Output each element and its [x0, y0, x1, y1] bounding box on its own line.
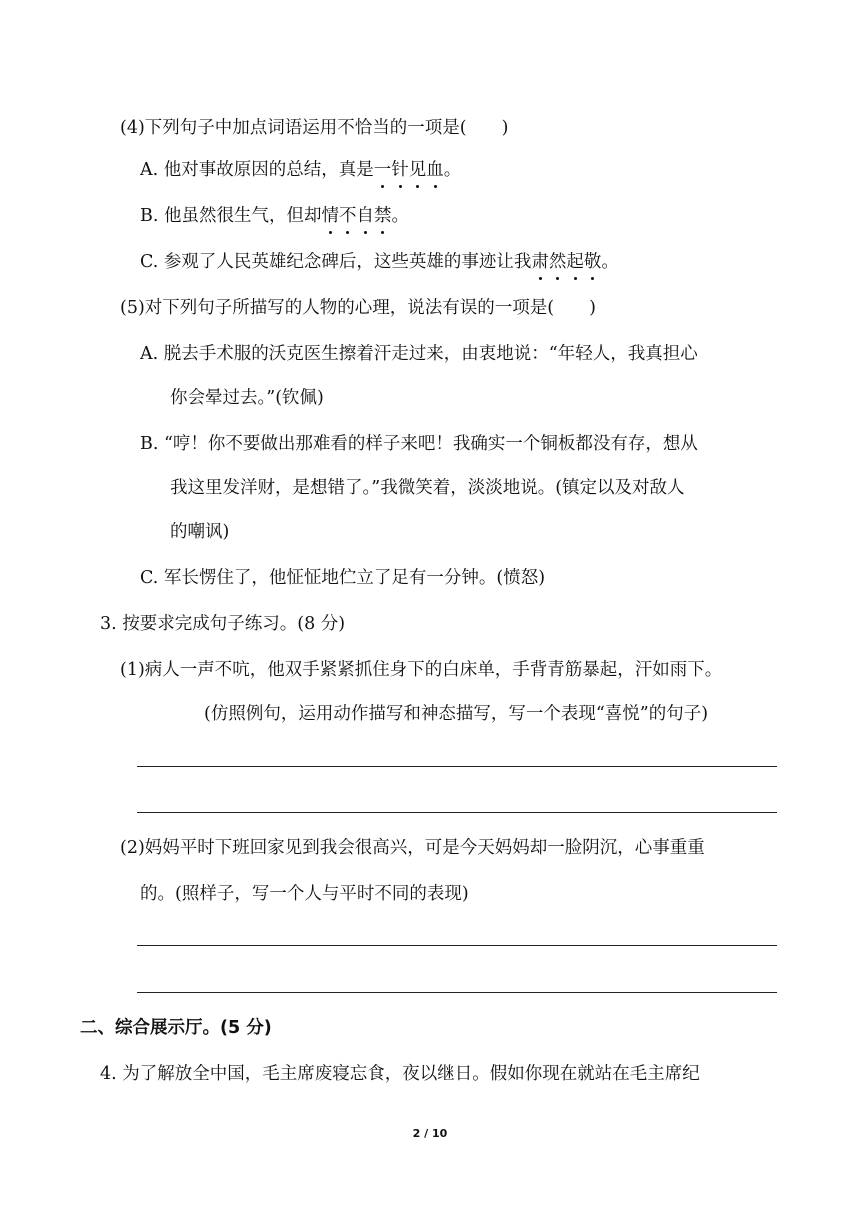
dotted-char: 然 [548, 252, 567, 272]
q4-option-b-end: 。 [391, 206, 409, 226]
q5-option-c: C. 军长愣住了，他怔怔地伫立了足有一分钟。(愤怒) [140, 568, 546, 588]
q5-option-a-line2: 你会晕过去。”(钦佩) [170, 388, 324, 408]
dotted-char: 不 [339, 206, 357, 226]
q3-part2-line2: 的。(照样子，写一个人与平时不同的表现) [140, 884, 469, 904]
section-2-title: 二、综合展示厅。(5 分) [80, 1018, 272, 1038]
q4-option-a-end: 。 [443, 160, 462, 180]
dotted-char: 针 [391, 160, 409, 180]
dotted-char: 起 [566, 252, 584, 272]
page-number: 2 / 10 [412, 1127, 448, 1140]
q3-title: 3. 按要求完成句子练习。(8 分) [100, 614, 346, 634]
dotted-char: 血 [426, 160, 444, 180]
q4-option-a-text: A. 他对事故原因的总结，真是 [140, 160, 374, 180]
q3-part1-example: (1)病人一声不吭，他双手紧紧抓住身下的白床单，手背青筋暴起，汗如雨下。 [120, 660, 723, 680]
q3-part2-line1: (2)妈妈平时下班回家见到我会很高兴，可是今天妈妈却一脸阴沉，心事重重 [120, 838, 705, 858]
q3-part1-instruction: (仿照例句，运用动作描写和神态描写，写一个表现“喜悦”的句子) [204, 704, 709, 724]
q4-option-a-dotted [374, 160, 444, 180]
q4-option-c-end: 。 [601, 252, 619, 272]
q5-option-b-line1: B. “哼！你不要做出那难看的样子来吧！我确实一个铜板都没有存，想从 [140, 434, 698, 454]
q4-integrated-text: 4. 为了解放全中国，毛主席废寝忘食，夜以继日。假如你现在就站在毛主席纪 [100, 1064, 700, 1084]
dotted-char: 自 [356, 206, 374, 226]
q4-option-b [140, 204, 409, 228]
dotted-char: 禁 [374, 206, 392, 226]
q4-stem: (4)下列句子中加点词语运用不恰当的一项是( ) [120, 118, 509, 138]
dotted-char: 肃 [531, 252, 549, 272]
q5-option-a-line1: A. 脱去手术服的沃克医生擦着汗走过来，由衷地说：“年轻人，我真担心 [140, 344, 698, 364]
answer-line[interactable] [137, 766, 777, 767]
q4-option-a [140, 158, 461, 182]
answer-line[interactable] [137, 812, 777, 813]
dotted-char: 见 [408, 160, 427, 180]
dotted-char: 敬 [583, 252, 602, 272]
dotted-char: 情 [321, 206, 339, 226]
q5-option-b-line2: 我这里发洋财，是想错了。”我微笑着，淡淡地说。(镇定以及对敌人 [170, 478, 685, 498]
q5-option-b-line3: 的嘲讽) [170, 522, 230, 542]
answer-line[interactable] [137, 992, 777, 993]
answer-line[interactable] [137, 945, 777, 946]
q4-option-b-text: B. 他虽然很生气，但却 [140, 206, 322, 226]
q4-option-c-text: C. 参观了人民英雄纪念碑后，这些英雄的事迹让我 [140, 252, 532, 272]
q5-stem: (5)对下列句子所描写的人物的心理，说法有误的一项是( ) [120, 298, 596, 318]
q4-option-b-dotted [322, 206, 392, 226]
dotted-char: 一 [373, 160, 392, 180]
q4-option-c-dotted [531, 252, 601, 272]
q4-option-c [140, 250, 619, 274]
